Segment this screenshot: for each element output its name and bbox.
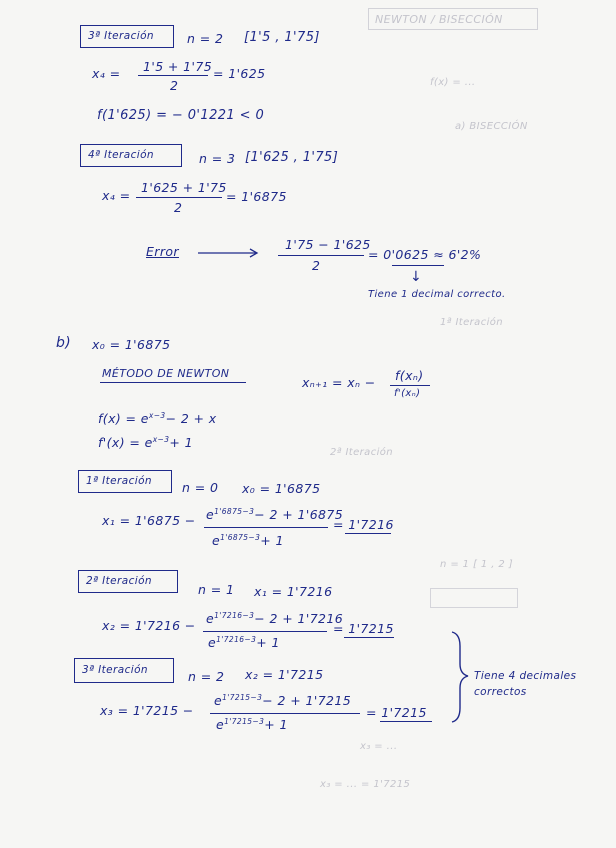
newton-iteration-1-denominator: $e^{1'6875-3}+ 1$ [212,533,284,549]
error-note: Tiene 1 decimal correcto. [368,289,506,300]
down-arrow-icon: ↓ [410,269,423,285]
iteration-4-label: 4ª Iteración [88,149,154,161]
newton-iteration-2-n: n = 1 [198,582,235,597]
newton-formula-numerator: f(xₙ) [395,368,424,383]
bleed-text: n = 1 [ 1 , 2 ] [440,559,514,570]
iteration-4-x-lhs: x₄ = [102,188,131,203]
bleed-text: NEWTON / BISECCIÓN [375,13,503,26]
iteration-3-n: n = 2 [187,31,224,46]
newton-iteration-1-lhs: x₁ = 1'6875 − [102,513,196,528]
iteration-4-interval: [1'625 , 1'75] [245,150,339,165]
bleed-text: x₃ = ... = 1'7215 [320,779,411,790]
iteration-3-f-value: f(1'625) = − 0'1221 < 0 [97,108,265,123]
newton-iteration-3-label: 3ª Iteración [82,664,148,676]
newton-iteration-3-numerator: $e^{1'7215-3}- 2 + 1'7215$ [214,693,352,709]
newton-iteration-1-result: = 1'7216 [333,517,394,532]
newton-iteration-2-result: = 1'7215 [333,621,394,636]
iteration-3-interval: [1'5 , 1'75] [244,30,320,45]
part-b-x0: x₀ = 1'6875 [92,337,171,352]
error-numerator: 1'75 − 1'625 [285,237,371,252]
newton-iteration-3-lhs: x₃ = 1'7215 − [100,703,194,718]
iteration-3-numerator: 1'5 + 1'75 [143,59,213,74]
newton-iteration-3-n: n = 2 [188,669,225,684]
newton-iteration-2-label: 2ª Iteración [86,575,152,587]
iteration-4-result: = 1'6875 [226,189,287,204]
newton-iteration-1-n: n = 0 [182,480,219,495]
bleed-text: x₃ = ... [360,741,398,752]
newton-iteration-3-result: = 1'7215 [366,705,427,720]
error-label: Error [146,244,179,259]
iteration-3-x-lhs: x₄ = [92,66,121,81]
newton-iteration-2-denominator: $e^{1'7216-3}+ 1$ [208,635,280,651]
bleed-text: f(x) = ... [430,77,476,88]
iteration-3-label: 3ª Iteración [88,30,154,42]
iteration-4-n: n = 3 [199,151,236,166]
newton-iteration-2-numerator: $e^{1'7216-3}- 2 + 1'7216$ [206,611,344,627]
iteration-4-numerator: 1'625 + 1'75 [141,180,227,195]
error-result: = 0'0625 ≈ 6'2% [368,247,482,262]
method-title: MÉTODO DE NEWTON [102,367,230,380]
error-denominator: 2 [312,258,321,273]
newton-iteration-2-x1: x₁ = 1'7216 [254,584,333,599]
newton-formula-denominator: f'(xₙ) [394,388,421,399]
bleed-text: a) BISECCIÓN [455,121,528,132]
f-definition: $f(x) = e^{x-3}- 2 + x$ [98,411,217,427]
bleed-text: 1ª Iteración [440,317,504,328]
conclusion-text: Tiene 4 decimales correctos [474,670,577,698]
newton-iteration-1-x0: x₀ = 1'6875 [242,481,321,496]
newton-formula-lhs: xₙ₊₁ = xₙ − [302,375,376,390]
f-prime-definition: $f'(x) = e^{x-3}+ 1$ [98,435,194,451]
iteration-3-result: = 1'625 [213,66,266,81]
iteration-4-denominator: 2 [174,200,183,215]
newton-iteration-1-label: 1ª Iteración [86,475,152,487]
newton-iteration-1-numerator: $e^{1'6875-3}- 2 + 1'6875$ [206,507,344,523]
newton-iteration-3-x2: x₂ = 1'7215 [245,667,324,682]
newton-iteration-3-denominator: $e^{1'7215-3}+ 1$ [216,717,288,733]
part-b-letter: b) [56,335,72,351]
newton-iteration-2-lhs: x₂ = 1'7216 − [102,618,196,633]
bleed-text: 2ª Iteración [330,447,394,458]
iteration-3-denominator: 2 [170,78,179,93]
